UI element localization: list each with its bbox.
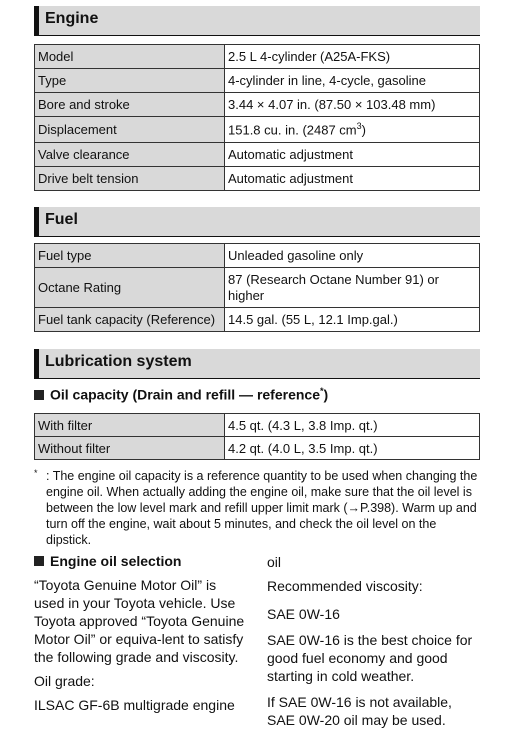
table-row (35, 167, 480, 191)
fuel-section-header (34, 207, 480, 237)
engine-oil-selection-heading (34, 553, 181, 569)
oil-capacity-heading (34, 386, 328, 403)
table-row (35, 308, 480, 332)
viscosity-best-choice-text: SAE 0W-16 is the best choice for good fuel economy and good starting in cold weather. (267, 632, 473, 684)
table-row (35, 117, 480, 143)
spec-label: Fuel tank capacity (Reference) (35, 308, 225, 332)
spec-value: 2.5 L 4-cylinder (A25A-FKS) (225, 45, 480, 69)
square-bullet-icon (34, 390, 44, 400)
spec-value: Automatic adjustment (225, 167, 480, 191)
spec-label: Without filter (35, 437, 225, 460)
oil-grade-label: Oil grade: (34, 673, 95, 689)
oil-selection-left-column (34, 576, 246, 720)
footnote-star: * (34, 468, 38, 478)
lubrication-section-header (34, 349, 480, 379)
displacement-superscript: 3 (356, 121, 362, 132)
spec-value (225, 117, 480, 143)
spec-value: 87 (Research Octane Number 91) or higher (225, 268, 480, 308)
table-row (35, 45, 480, 69)
spec-value: 4.5 qt. (4.3 L, 3.8 Imp. qt.) (225, 414, 480, 437)
spec-label: Drive belt tension (35, 167, 225, 191)
recommended-viscosity-value: SAE 0W-16 (267, 606, 340, 622)
spec-label: Octane Rating (35, 268, 225, 308)
oil-capacity-heading-tail: ) (323, 386, 329, 403)
oil-grade-continuation: oil (267, 554, 282, 570)
table-row (35, 69, 480, 93)
engine-section-header (34, 6, 480, 36)
displacement-value: 151.8 cu. in. (2487 cm (228, 122, 357, 138)
spec-label: Valve clearance (35, 143, 225, 167)
table-row (35, 437, 480, 460)
spec-label: Bore and stroke (35, 93, 225, 117)
spec-label: With filter (35, 414, 225, 437)
table-row (35, 244, 480, 268)
table-row (35, 414, 480, 437)
spec-value: Automatic adjustment (225, 143, 480, 167)
oil-capacity-heading-text: Oil capacity (Drain and refill — reference (50, 386, 320, 403)
spec-value: 4.2 qt. (4.0 L, 3.5 Imp. qt.) (225, 437, 480, 460)
oil-capacity-table (34, 413, 480, 460)
table-row (35, 143, 480, 167)
oil-selection-paragraph: “Toyota Genuine Motor Oil” is used in your Toyota vehicle. Use Toyota approved “Toyota Genuine Motor Oil” or equiva-lent to satisfy the following grade and viscosity. (34, 577, 245, 665)
engine-section-title: Engine (45, 10, 99, 27)
spec-label: Type (35, 69, 225, 93)
lubrication-section-title: Lubrication system (45, 353, 192, 370)
oil-capacity-heading-sup: * (320, 386, 324, 396)
spec-value: 4-cylinder in line, 4-cycle, gasoline (225, 69, 480, 93)
spec-label: Displacement (35, 117, 225, 143)
table-row (35, 268, 480, 308)
fuel-spec-table (34, 243, 480, 332)
recommended-viscosity-label: Recommended viscosity: (267, 578, 423, 594)
displacement-tail: ) (361, 122, 366, 138)
footnote-text: : The engine oil capacity is a reference quantity to be used when changing the engine oil. When actually adding the engine oil, make sure that the oil level is between the low level mark and refill upper limit mark (→P.398). Warm up and turn off the engine, wait about 5 minutes, and check the oil level on the dipstick. (46, 469, 478, 547)
spec-value: 3.44 × 4.07 in. (87.50 × 103.48 mm) (225, 93, 480, 117)
engine-spec-table (34, 44, 480, 191)
engine-oil-selection-heading-text: Engine oil selection (50, 553, 182, 569)
oil-capacity-footnote (34, 468, 480, 548)
spec-label: Model (35, 45, 225, 69)
oil-selection-right-column (267, 553, 482, 735)
viscosity-alternative-text: If SAE 0W-16 is not available, SAE 0W-20 oil may be used. (267, 694, 452, 728)
spec-label: Fuel type (35, 244, 225, 268)
spec-value: 14.5 gal. (55 L, 12.1 Imp.gal.) (225, 308, 480, 332)
spec-value: Unleaded gasoline only (225, 244, 480, 268)
oil-grade-value: ILSAC GF-6B multigrade engine (34, 697, 235, 713)
square-bullet-icon (34, 556, 44, 566)
fuel-section-title: Fuel (45, 211, 78, 228)
table-row (35, 93, 480, 117)
